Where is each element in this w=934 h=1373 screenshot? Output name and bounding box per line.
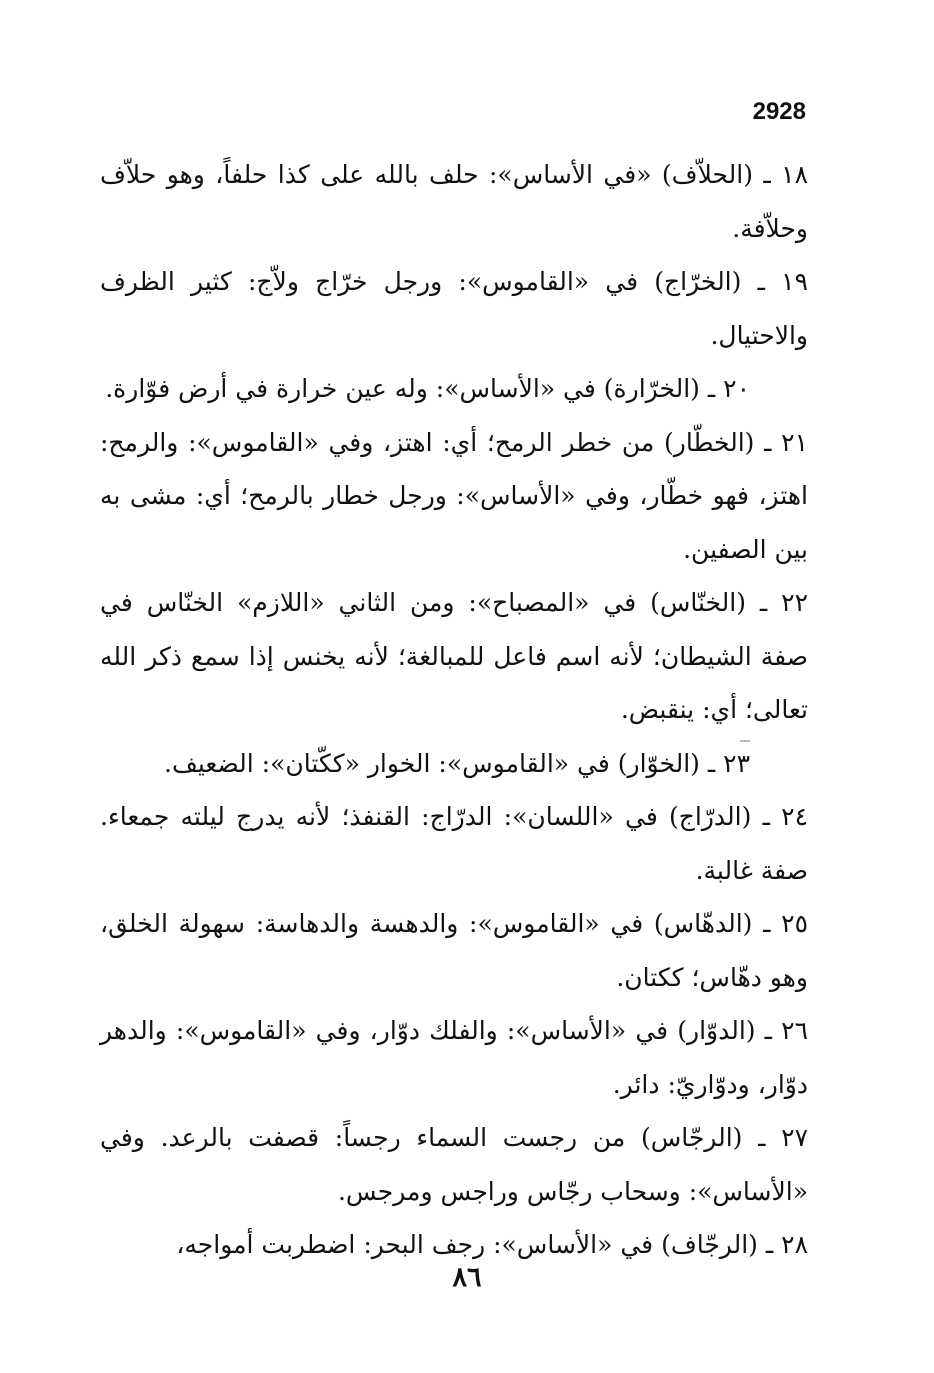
page-id: 2928 — [752, 98, 806, 125]
entry-18: ١٨ ـ (الحلاّف) «في الأساس»: حلف بالله على كذا حلفاً، وهو حلاّف وحلاّفة. — [100, 160, 808, 243]
entry-21: ٢١ ـ (الخطّار) من خطر الرمح؛ أي: اهتز، وفي «القاموس»: والرمح: اهتز، فهو خطّار، وفي «الأساس»: ورجل خطار بالرمح؛ أي: مشى به بين الصفين. — [100, 427, 808, 564]
entry-23: ٢٣ ـ (الخوّار) في «القاموس»: الخوار «ككّتان»: الضعيف. — [164, 748, 750, 778]
body-text — [100, 148, 808, 1272]
page-number: ٨٦ — [452, 1262, 482, 1293]
entry-26: ٢٦ ـ (الدوّار) في «الأساس»: والفلك دوّار، وفي «القاموس»: والدهر دوّار، ودوّاريّ: دائر. — [100, 1016, 808, 1099]
entry-28: ٢٨ ـ (الرجّاف) في «الأساس»: رجف البحر: اضطربت أمواجه، — [176, 1230, 808, 1259]
entry-19: ١٩ ـ (الخرّاج) في «القاموس»: ورجل خرّاج ولاّج: كثير الظرف والاحتيال. — [100, 267, 808, 350]
entry-24: ٢٤ ـ (الدرّاج) في «اللسان»: الدرّاج: القنفذ؛ لأنه يدرج ليلته جمعاء. صفة غالبة. — [100, 802, 808, 885]
entry-25: ٢٥ ـ (الدهّاس) في «القاموس»: والدهسة والدهاسة: سهولة الخلق، وهو دهّاس؛ ككتان. — [100, 909, 808, 992]
entry-20: ٢٠ ـ (الخرّارة) في «الأساس»: وله عين خرارة في أرض فوّارة. — [105, 374, 750, 403]
entry-27: ٢٧ ـ (الرجّاس) من رجست السماء رجساً: قصفت بالرعد. وفي «الأساس»: وسحاب رجّاس وراجس ومرجس. — [100, 1123, 808, 1206]
entry-22: ٢٢ ـ (الخنّاس) في «المصباح»: ومن الثاني «اللازم» الخنّاس في صفة الشيطان؛ لأنه اسم فاعل للمبالغة؛ لأنه يخنس إذا سمع ذكر الله تعالى؛ أي: ينقبض. — [100, 588, 808, 724]
scan-mark — [740, 740, 750, 742]
